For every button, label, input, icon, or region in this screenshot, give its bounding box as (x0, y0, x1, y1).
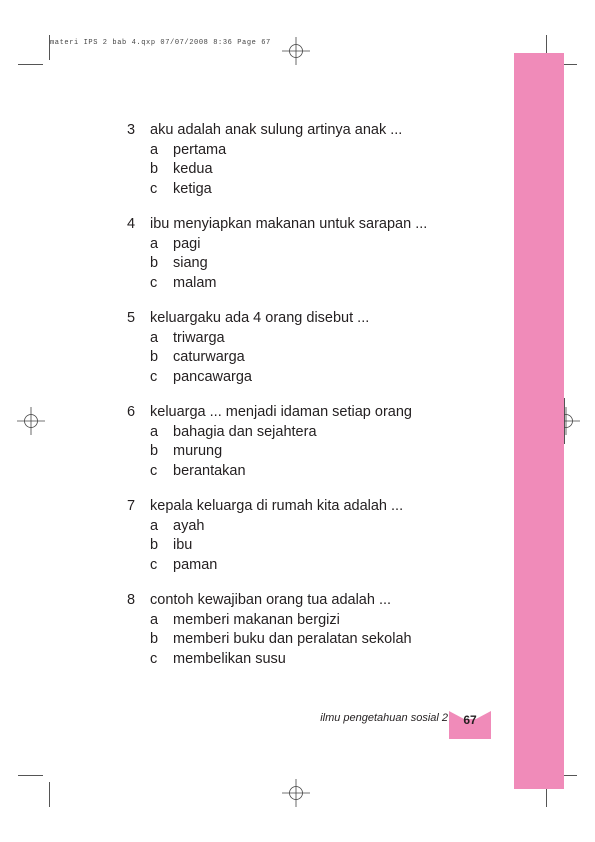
side-accent-bar (514, 53, 564, 789)
question-8 (127, 591, 507, 669)
option-text: ibu (173, 537, 193, 553)
question-stem (127, 403, 507, 423)
option-text: malam (173, 274, 217, 291)
option-text: siang (173, 255, 208, 271)
option-letter: a (150, 329, 159, 346)
question-5 (127, 309, 507, 387)
answer-option (127, 423, 507, 443)
answer-option (127, 180, 507, 200)
option-letter: c (150, 650, 158, 667)
question-4 (127, 215, 507, 293)
option-text: kedua (173, 161, 213, 177)
option-text: ketiga (173, 180, 212, 197)
question-3 (127, 121, 507, 199)
question-number: 4 (127, 216, 136, 232)
question-stem (127, 497, 507, 517)
option-letter: c (150, 556, 158, 573)
answer-option (127, 556, 507, 576)
print-slug-line: materi IPS 2 bab 4.qxp 07/07/2008 8:36 Page 67 (50, 39, 271, 47)
option-letter: a (150, 235, 159, 252)
answer-option (127, 141, 507, 161)
answer-option (127, 517, 507, 537)
answer-option (127, 160, 507, 180)
question-text: aku adalah anak sulung artinya anak ... (150, 122, 403, 138)
option-text: memberi buku dan peralatan sekolah (173, 631, 412, 647)
option-letter: c (150, 368, 158, 385)
crop-mark (18, 775, 43, 776)
question-stem (127, 215, 507, 235)
option-text: bahagia dan sejahtera (173, 423, 317, 440)
option-letter: b (150, 631, 159, 647)
registration-mark-icon (282, 37, 310, 65)
answer-option (127, 462, 507, 482)
question-list (127, 121, 507, 685)
crop-mark (49, 782, 50, 807)
option-text: murung (173, 443, 223, 459)
answer-option (127, 368, 507, 388)
question-stem (127, 309, 507, 329)
answer-option (127, 254, 507, 274)
option-letter: c (150, 462, 158, 479)
option-letter: b (150, 443, 159, 459)
registration-mark-icon (282, 779, 310, 807)
option-text: memberi makanan bergizi (173, 611, 340, 628)
option-letter: a (150, 517, 159, 534)
option-letter: b (150, 349, 159, 365)
question-number: 8 (127, 592, 136, 608)
question-text: contoh kewajiban orang tua adalah ... (150, 592, 392, 608)
question-number: 6 (127, 404, 136, 420)
option-text: pancawarga (173, 368, 252, 385)
option-text: caturwarga (173, 349, 245, 365)
option-letter: c (150, 274, 158, 291)
registration-mark-icon (17, 407, 45, 435)
option-letter: c (150, 180, 158, 197)
question-number: 3 (127, 122, 136, 138)
option-text: triwarga (173, 329, 225, 346)
answer-option (127, 329, 507, 349)
book-title: ilmu pengetahuan sosial 2 (320, 712, 448, 724)
question-text: kepala keluarga di rumah kita adalah ... (150, 498, 404, 514)
question-6 (127, 403, 507, 481)
option-text: berantakan (173, 462, 246, 479)
crop-mark (18, 64, 43, 65)
option-text: ayah (173, 517, 205, 534)
question-text: keluarga ... menjadi idaman setiap orang (150, 404, 412, 420)
option-letter: b (150, 537, 159, 553)
option-letter: b (150, 255, 159, 271)
answer-option (127, 442, 507, 462)
answer-option (127, 611, 507, 631)
option-letter: b (150, 161, 159, 177)
answer-option (127, 536, 507, 556)
question-stem (127, 591, 507, 611)
option-text: pagi (173, 235, 201, 252)
answer-option (127, 630, 507, 650)
question-stem (127, 121, 507, 141)
question-text: ibu menyiapkan makanan untuk sarapan ... (150, 216, 428, 232)
page-number: 67 (463, 713, 477, 727)
question-number: 7 (127, 498, 136, 514)
question-7 (127, 497, 507, 575)
answer-option (127, 274, 507, 294)
question-number: 5 (127, 310, 136, 326)
option-letter: a (150, 423, 159, 440)
option-text: paman (173, 556, 218, 573)
option-letter: a (150, 611, 159, 628)
option-text: membelikan susu (173, 650, 286, 667)
answer-option (127, 235, 507, 255)
answer-option (127, 650, 507, 670)
question-text: keluargaku ada 4 orang disebut ... (150, 310, 370, 326)
option-letter: a (150, 141, 159, 158)
answer-option (127, 348, 507, 368)
option-text: pertama (173, 141, 227, 158)
